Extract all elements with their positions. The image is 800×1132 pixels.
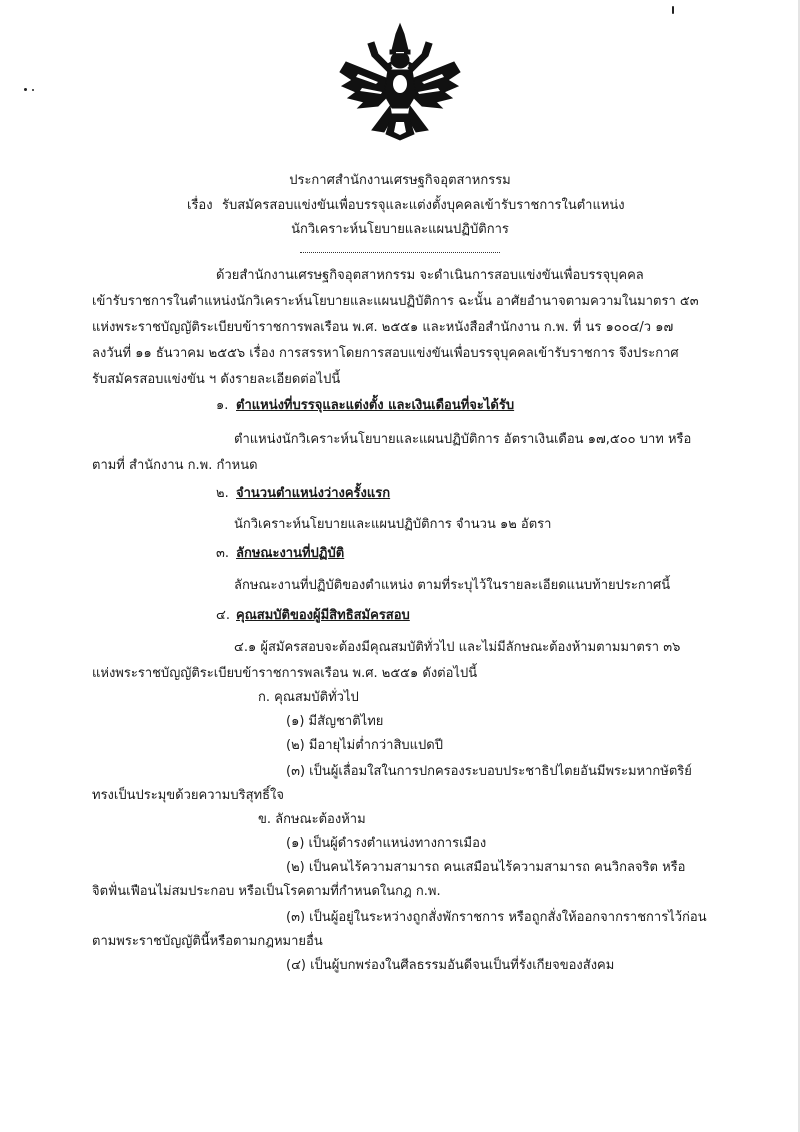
section-heading: ตำแหน่งที่บรรจุและแต่งตั้ง และเงินเดือนที่จะได้รับ: [236, 398, 515, 413]
prohibited-item: (๑) เป็นผู้ดำรงตำแหน่งทางการเมือง: [286, 836, 487, 851]
scan-speck: [24, 88, 27, 91]
section-body-line: นักวิเคราะห์นโยบายและแผนปฏิบัติการ จำนวน ๑๒ อัตรา: [234, 517, 552, 532]
section-number: ๑.: [216, 398, 229, 413]
section-number: ๒.: [216, 486, 229, 501]
section-number: ๔.: [216, 608, 230, 623]
section-body-line: ตามที่ สำนักงาน ก.พ. กำหนด: [92, 458, 258, 473]
qualification-item: ทรงเป็นประมุขด้วยความบริสุทธิ์ใจ: [92, 788, 285, 803]
qualification-item: (๓) เป็นผู้เลื่อมใสในการปกครองระบอบประชาธิปไตยอันมีพระมหากษัตริย์: [286, 764, 692, 779]
qualification-item: (๑) มีสัญชาติไทย: [286, 714, 384, 729]
scan-speck: [672, 6, 674, 14]
prohibited-title: ข. ลักษณะต้องห้าม: [258, 812, 366, 827]
subject-label: เรื่อง: [187, 198, 213, 213]
subject-line-2: นักวิเคราะห์นโยบายและแผนปฏิบัติการ: [291, 222, 509, 237]
prohibited-item: (๓) เป็นผู้อยู่ในระหว่างถูกสั่งพักราชการ หรือถูกสั่งให้ออกจากราชการไว้ก่อน: [286, 910, 707, 925]
prohibited-item: ตามพระราชบัญญัตินี้หรือตามกฎหมายอื่น: [92, 934, 323, 949]
intro-line: เข้ารับราชการในตำแหน่งนักวิเคราะห์นโยบายและแผนปฏิบัติการ ฉะนั้น อาศัยอำนาจตามความในมาตรา ๕๓: [92, 294, 699, 309]
section-heading: คุณสมบัติของผู้มีสิทธิสมัครสอบ: [236, 608, 410, 623]
header-divider: [300, 252, 500, 253]
intro-line: ลงวันที่ ๑๑ ธันวาคม ๒๕๕๖ เรื่อง การสรรหาโดยการสอบแข่งขันเพื่อบรรจุบุคคลเข้ารับราชการ จึงประกาศ: [92, 346, 679, 361]
section-body-line: ๔.๑ ผู้สมัครสอบจะต้องมีคุณสมบัติทั่วไป และไม่มีลักษณะต้องห้ามตามมาตรา ๓๖: [234, 640, 681, 655]
intro-line: แห่งพระราชบัญญัติระเบียบข้าราชการพลเรือน พ.ศ. ๒๕๕๑ และหนังสือสำนักงาน ก.พ. ที่ นร ๑๐๐๔/ว ๑๗: [92, 320, 674, 335]
section-heading: ลักษณะงานที่ปฏิบัติ: [236, 546, 345, 561]
scan-speck: [32, 89, 34, 91]
subject-line-1: รับสมัครสอบแข่งขันเพื่อบรรจุและแต่งตั้งบุคคลเข้ารับราชการในตำแหน่ง: [222, 198, 625, 213]
prohibited-item: จิตฟั่นเฟือนไม่สมประกอบ หรือเป็นโรคตามที่กำหนดในกฎ ก.พ.: [92, 884, 441, 899]
announcement-title: ประกาศสำนักงานเศรษฐกิจอุตสาหกรรม: [289, 173, 511, 188]
section-body-line: ลักษณะงานที่ปฏิบัติของตำแหน่ง ตามที่ระบุไว้ในรายละเอียดแนบท้ายประกาศนี้: [234, 578, 671, 593]
section-body-line: ตำแหน่งนักวิเคราะห์นโยบายและแผนปฏิบัติการ อัตราเงินเดือน ๑๗,๕๐๐ บาท หรือ: [234, 432, 692, 447]
qualification-item: (๒) มีอายุไม่ต่ำกว่าสิบแปดปี: [286, 738, 443, 753]
garuda-emblem-icon: [338, 22, 462, 142]
section-body-line: แห่งพระราชบัญญัติระเบียบข้าราชการพลเรือน พ.ศ. ๒๕๕๑ ดังต่อไปนี้: [92, 666, 478, 681]
intro-line: รับสมัครสอบแข่งขัน ฯ ดังรายละเอียดต่อไปนี้: [92, 372, 341, 387]
section-number: ๓.: [216, 546, 230, 561]
general-qualifications-title: ก. คุณสมบัติทั่วไป: [258, 690, 359, 705]
intro-line: ด้วยสำนักงานเศรษฐกิจอุตสาหกรรม จะดำเนินการสอบแข่งขันเพื่อบรรจุบุคคล: [216, 268, 644, 283]
section-heading: จำนวนตำแหน่งว่างครั้งแรก: [236, 486, 391, 501]
prohibited-item: (๒) เป็นคนไร้ความสามารถ คนเสมือนไร้ความสามารถ คนวิกลจริต หรือ: [286, 860, 686, 875]
prohibited-item: (๔) เป็นผู้บกพร่องในศีลธรรมอันดีจนเป็นที่รังเกียจของสังคม: [286, 958, 615, 973]
